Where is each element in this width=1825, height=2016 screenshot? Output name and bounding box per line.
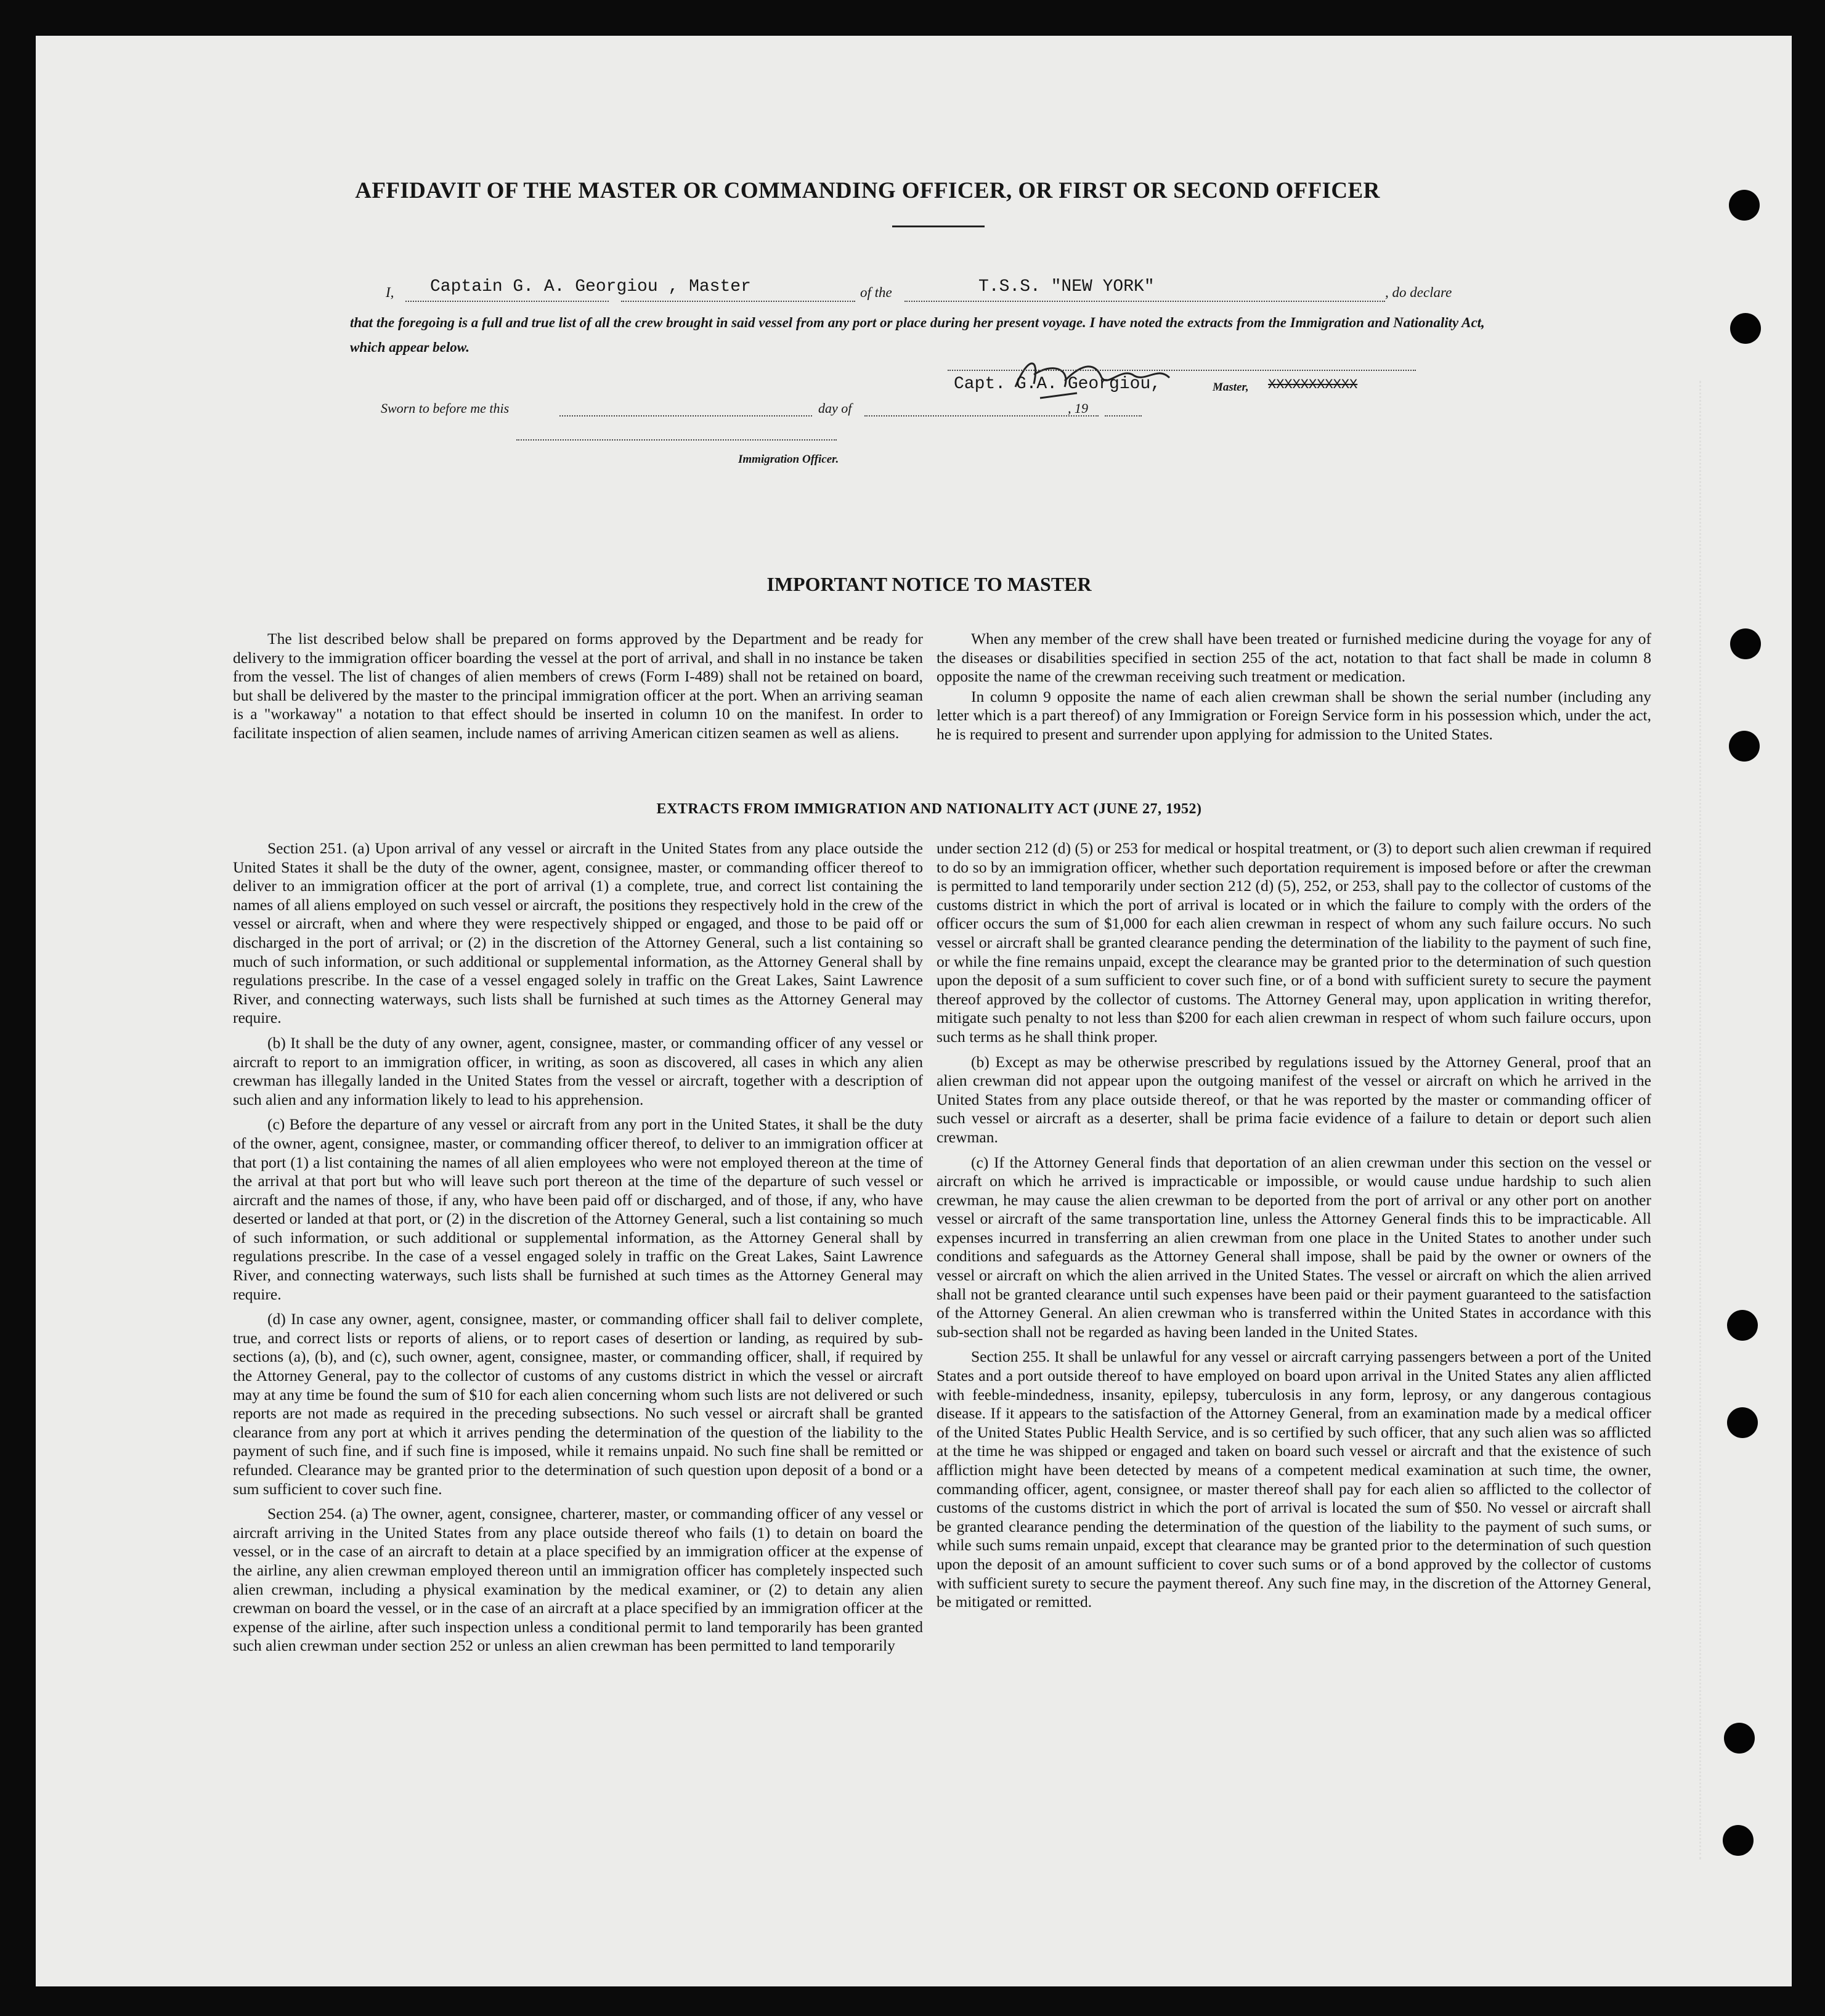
sworn-label: Sworn to before me this — [381, 400, 510, 416]
officer-signature-block — [516, 439, 886, 482]
sworn-month-field — [864, 394, 1099, 417]
master-label: Master, — [1213, 381, 1249, 394]
master-name: Captain G. A. Georgiou , Master — [430, 277, 751, 296]
sworn-line — [381, 394, 1243, 425]
statute-paragraph: (b) It shall be the duty of any owner, agent, consignee, master, or commanding officer of any vessel or aircraft to report to an immigration officer, in writing, as soon as discovered, all cases in which any alien crewman has illegally landed in the United States from the vessel or aircraft, together with a description of such alien and any information likely to lead to his apprehension. — [233, 1033, 923, 1108]
punch-hole — [1729, 731, 1760, 762]
notice-paragraph: The list described below shall be prepared on forms approved by the Department and be ready for delivery to the immigration officer boarding the vessel at the port of arrival, and shall in no instance be taken from the vessel. The list of changes of alien members of crews (Form I-489) shall not be retained on board, but shall be delivered by the master to the principal immigration officer at the port. When an arriving seaman is a "workaway" a notation to that effect should be inserted in column 10 on the manifest. In order to facilitate inspection of alien seamen, include names of arriving American citizen seamen as well as aliens. — [233, 630, 923, 742]
extracts-right-column — [937, 839, 1651, 1618]
title-divider — [892, 226, 985, 227]
day-of-label: day of — [818, 400, 852, 416]
notice-paragraph: In column 9 opposite the name of each alien crewman shall be shown the serial number (including any letter which is a part thereof) of any Immigration or Foreign Service form in his possession which, under the act, he is required to present and surrender upon applying for admission to the United States. — [937, 687, 1651, 743]
punch-hole — [1729, 190, 1760, 221]
officer-signature-line — [516, 439, 837, 441]
bleed-through-texture — [1699, 381, 1787, 1860]
statute-paragraph: under section 212 (d) (5) or 253 for medical or hospital treatment, or (3) to deport such alien crewman if required to do so by an immigration officer, whether such deportation requirement is imposed before or after the crewman is permitted to land temporarily under section 212 (d) (5), 252, or 253, shall pay to the collector of customs of the customs district in which the port of arrival is located or in which the failure to comply with the orders of the officer occurs the sum of $1,000 for each alien crewman in respect of whom any such failure occurs. No such vessel or aircraft shall be granted clearance pending the determination of the liability to the payment of such fine, or while the fine remains unpaid, except the clearance may be granted prior to the determination of such question upon the deposit of a sum sufficient to cover such fine, or of a bond with sufficient surety to secure the payment thereof approved by the collector of customs. The Attorney General may, upon application in writing therefor, mitigate such penalty to not less than $200 for each alien crewman in respect of whom such failure occurs, upon such terms as he shall think proper. — [937, 839, 1651, 1046]
punch-hole — [1730, 628, 1761, 659]
sworn-day-field — [559, 394, 812, 417]
immigration-officer-label: Immigration Officer. — [738, 453, 839, 466]
statute-paragraph: (b) Except as may be otherwise prescribed by regulations issued by the Attorney General, proof that an alien crewman did not appear upon the outgoing manifest of the vessel or aircraft on which he arrived in the United States from any place outside thereof, or that he was reported by the master or commanding officer of such vessel or aircraft as a deserter, shall be prima facie evidence of a failure to detain or deport such alien crewman. — [937, 1052, 1651, 1146]
notice-title: IMPORTANT NOTICE TO MASTER — [766, 573, 1092, 595]
vessel-name: T.S.S. "NEW YORK" — [978, 277, 1155, 296]
statute-paragraph: Section 251. (a) Upon arrival of any vessel or aircraft in the United States from any place outside the United States it shall be the duty of the owner, agent, consignee, master, or commanding officer thereof to deliver to an immigration officer at the port of arrival (1) a complete, true, and correct list containing the names of all aliens employed on such vessel or aircraft, the positions they respectively hold in the crew of the vessel or aircraft, when and where they were respectively shipped or engaged, and those to be paid off or discharged in the port of arrival; or (2) in the discretion of the Attorney General, such a list containing so much of such information, or such additional or supplemental information, as the Attorney General shall by regulations prescribe. In the case of a vessel engaged solely in traffic on the Great Lakes, Saint Lawrence River, and connecting waterways, such lists shall be furnished at such times as the Attorney General may require. — [233, 839, 923, 1027]
statute-paragraph: (c) If the Attorney General finds that deportation of an alien crewman under this section on the vessel or aircraft on which he arrived is impracticable or impossible, or would cause undue hardship to such alien crewman, he may cause the alien crewman to be deported from the port of arrival or any other port on another vessel or aircraft of the same transportation line, unless the Attorney General finds this to be impracticable. All expenses incurred in transferring an alien crewman from one place in the United States to another under such conditions and safeguards as the Attorney General shall impose, shall be paid by the owner or owners of the vessel or aircraft on which the alien arrived in the United States. The vessel or aircraft on which the alien arrived shall not be granted clearance until such expenses have been paid or their payment guaranteed to the satisfaction of the Attorney General. An alien crewman who is transferred within the United States in accordance with this sub-section shall not be regarded as having been landed in the United States. — [937, 1153, 1651, 1341]
punch-hole — [1723, 1825, 1754, 1856]
statute-paragraph: (c) Before the departure of any vessel or aircraft from any port in the United States, it shall be the duty of the owner, agent, consignee, master, or commanding officer thereof, to deliver to an immigration officer at that port (1) a list containing the names of all alien employees who were not employed thereon at the time of the arrival at that port but who will leave such port thereon at the time of the departure of such vessel or aircraft and the names of those, if any, who have been paid off or discharged, and of those, if any, who have deserted or landed at that port, or (2) in the discretion of the Attorney General, such a list containing so much of such information, or such additional or supplemental information, as the Attorney General shall by regulations prescribe. In the case of a vessel engaged solely in traffic on the Great Lakes, Saint Lawrence River, and connecting waterways, such lists shall be furnished at such times as the Attorney General may require. — [233, 1115, 923, 1303]
declaration-statement: that the foregoing is a full and true list of all the crew brought in said vessel from any port or place during her present voyage. I have noted the extracts from the Immigration and Nationality Act, which appear below. — [350, 315, 1485, 355]
statute-paragraph: (d) In case any owner, agent, consignee, master, or commanding officer shall fail to deliver complete, true, and correct lists or reports of aliens, or to report cases of desertion or landing, as required by sub-sections (a), (b), and (c), such owner, agent, consignee, master, or commanding officer, shall, if required by the Attorney General, pay to the collector of customs of any customs district in which the vessel or aircraft may at any time be found the sum of $10 for each alien concerning whom such lists are not delivered or such reports are not made as required in the preceding subsections. No such vessel or aircraft shall be granted clearance from any port at which it arrives pending the determination of the question of the liability to the payment of such fine, and if such fine is imposed, while it remains unpaid. No such fine shall be remitted or refunded. Clearance may be granted prior to the determination of such question upon deposit of a bond or a sum sufficient to cover such fine. — [233, 1310, 923, 1498]
notice-paragraph: When any member of the crew shall have been treated or furnished medicine during the voyage for any of the diseases or disabilities specified in section 255 of the act, notation to that fact shall be made in column 8 opposite the name of the crewman receiving such treatment or medication. — [937, 630, 1651, 686]
year-label: , 19 — [1068, 400, 1088, 416]
struck-text: XXXXXXXXXXX — [1268, 377, 1358, 392]
statute-paragraph: Section 254. (a) The owner, agent, consignee, charterer, master, or commanding officer of any vessel or aircraft arriving in the United States from any place outside thereof who fails (1) to detain on board the vessel, or in the case of an aircraft to detain at a place specified by an immigration officer at the expense of the airline, any alien crewman employed thereon until an immigration officer has completely inspected such alien crewman, including a physical examination by the medical examiner, or (2) to detain any alien crewman on board the vessel, or in the case of an aircraft at a place specified by an immigration officer at the expense of the airline, after such inspection unless a conditional permit to land temporarily has been granted such alien crewman under section 252 or unless an alien crewman has been permitted to land temporarily — [233, 1505, 923, 1655]
declaration-prefix: I, — [386, 285, 394, 300]
of-the-label: of the — [860, 285, 892, 300]
sworn-year-field — [1105, 394, 1142, 417]
punch-hole — [1724, 1723, 1755, 1754]
declaration-line — [350, 277, 1508, 307]
punch-hole — [1727, 1407, 1758, 1438]
notice-right-column — [937, 630, 1651, 750]
notice-left-column — [233, 630, 923, 749]
document-page — [36, 36, 1792, 1986]
declaration-block — [350, 277, 1508, 360]
statute-paragraph: Section 255. It shall be unlawful for any vessel or aircraft carrying passengers between a port of the United States and a port outside thereof to have employed on board upon arrival in the United States any alien afflicted with feeble-mindedness, insanity, epilepsy, tuberculosis in any form, leprosy, or any dangerous contagious disease. If it appears to the satisfaction of the Attorney General, from an examination made by a medical officer of the United States Public Health Service, and is so certified by such officer, that any such alien was so afflicted at the time he was shipped or engaged and taken on board such vessel or aircraft and that the existence of such affliction might have been detected by means of a competent medical examination at such time, the owner, commanding officer, agent, consignee, or master thereof shall pay for each alien so afflicted to the collector of customs of the customs district in which the port of arrival is located the sum of $50. No vessel or aircraft shall be granted clearance pending the determination of the question of the liability to the payment of such sums, or while such sums remain unpaid, except that clearance may be granted prior to the determination of such question upon the deposit of an amount sufficient to cover such sums or of a bond approved by the collector of customs with sufficient surety to secure the payment thereof. Any such fine may, in the discretion of the Attorney General, be mitigated or remitted. — [937, 1347, 1651, 1611]
extracts-title: EXTRACTS FROM IMMIGRATION AND NATIONALITY ACT (JUNE 27, 1952) — [656, 801, 1202, 817]
punch-hole — [1727, 1310, 1758, 1341]
extracts-left-column — [233, 839, 923, 1662]
do-declare-label: , do declare — [1385, 285, 1452, 300]
signature-typed: Capt. G.A. Georgiou, — [954, 375, 1161, 394]
punch-hole — [1730, 313, 1761, 344]
name-field-line-ext — [621, 277, 855, 302]
affidavit-title: AFFIDAVIT OF THE MASTER OR COMMANDING OFFICER, OR FIRST OR SECOND OFFICER — [355, 178, 1380, 203]
